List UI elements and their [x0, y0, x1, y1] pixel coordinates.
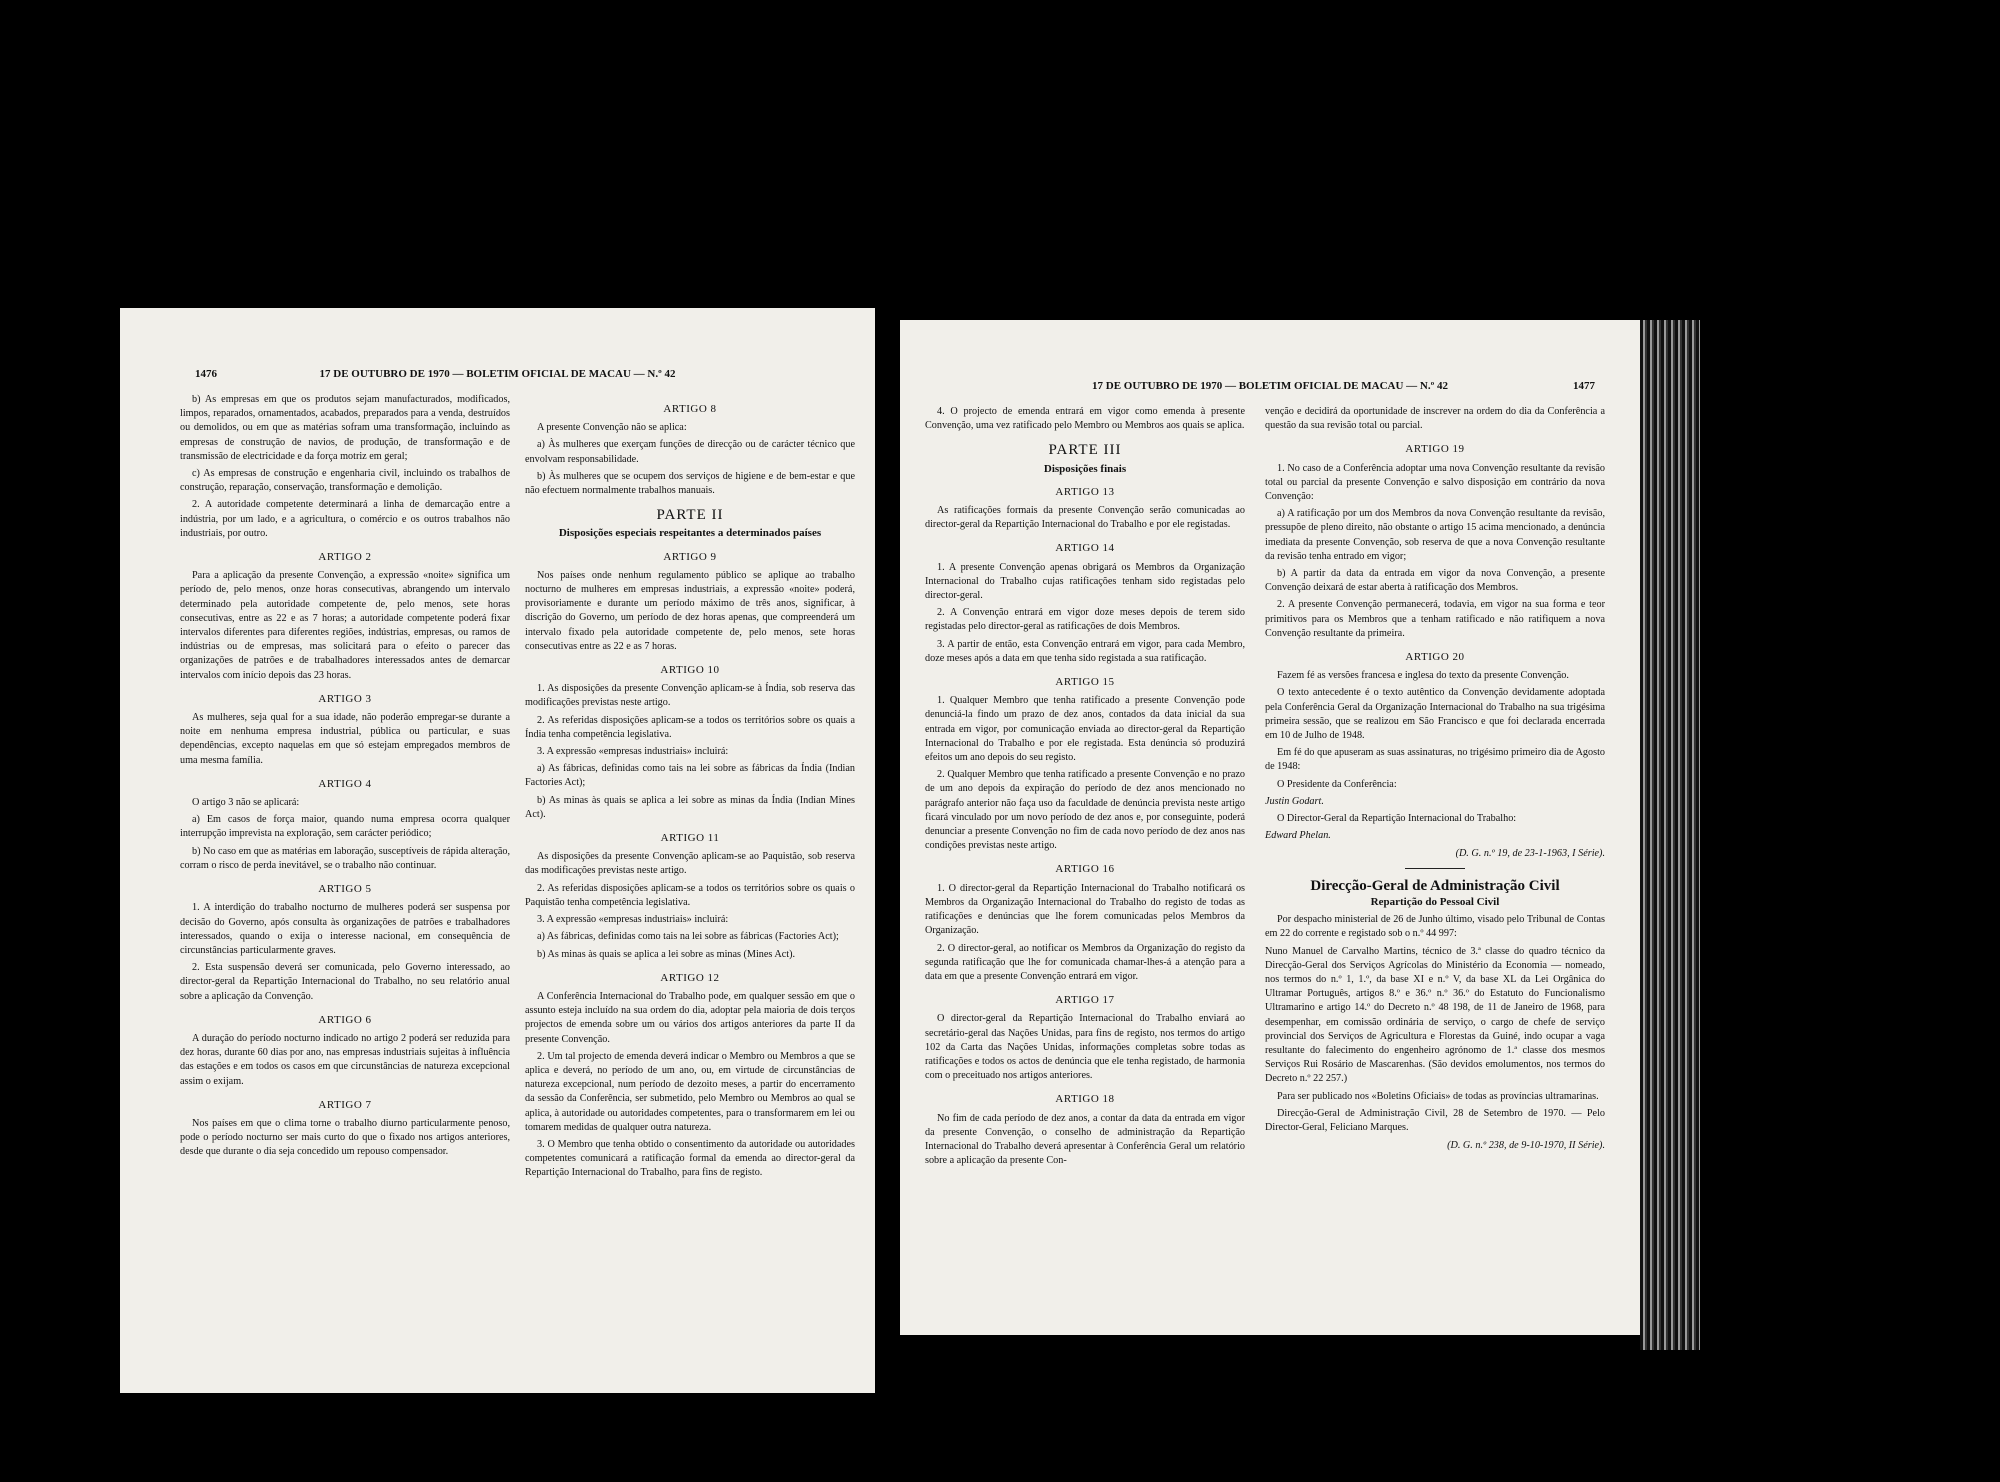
paragraph: a) As fábricas, definidas como tais na lei sobre as fábricas (Factories Act); — [537, 931, 839, 943]
section-subheading: Disposições especiais respeitantes a determinados países — [558, 527, 822, 540]
signature: Edward Phelan. — [1265, 830, 1331, 842]
article-heading: ARTIGO 3 — [318, 692, 372, 705]
paragraph: As disposições da presente Convenção aplicam-se ao Paquistão, sob reserva das modificações previstas neste artigo. — [525, 851, 855, 877]
article-heading: ARTIGO 7 — [318, 1098, 372, 1111]
running-head-title: 17 DE OUTUBRO DE 1970 — BOLETIM OFICIAL DE MACAU — N.º 42 — [1092, 380, 1448, 392]
left-column-1 — [180, 393, 510, 1163]
article-heading: ARTIGO 15 — [1055, 676, 1115, 689]
article-heading: ARTIGO 16 — [1055, 863, 1115, 876]
signature: Justin Godart. — [1265, 795, 1324, 807]
running-head — [120, 368, 875, 388]
paragraph: Nos países em que o clima torne o trabalho diurno particularmente penoso, pode o período nocturno ser mais curto do que o fixado nos artigos anteriores, desde que durante o dia seja concedido um repouso compensador. — [180, 1117, 510, 1158]
paragraph: b) As minas às quais se aplica a lei sobre as minas (Mines Act). — [537, 948, 796, 960]
paragraph: 1. A presente Convenção apenas obrigará os Membros da Organização Internacional do Trabalho cujas ratificações tenham sido registadas pelo director-geral. — [925, 561, 1245, 602]
paragraph: A presente Convenção não se aplica: — [537, 422, 687, 434]
running-head-title: 17 DE OUTUBRO DE 1970 — BOLETIM OFICIAL DE MACAU — N.º 42 — [319, 368, 676, 380]
paragraph: 1. O director-geral da Repartição Internacional do Trabalho notificará os Membros da Organização Internacional do Trabalho do registo de todas as ratificações e denúncias que lhe forem comunicadas pelos Membros da Organização. — [925, 882, 1245, 937]
paragraph: As ratificações formais da presente Convenção serão comunicadas ao director-geral da Repartição Internacional do Trabalho e por ele registadas. — [925, 505, 1245, 531]
paragraph: 2. A presente Convenção permanecerá, todavia, em vigor na sua forma e teor primitivos para os Membros que a tenham ratificado e não ratifiquem a nova Convenção resultante da primeira. — [1265, 599, 1605, 639]
paragraph: Direcção-Geral de Administração Civil, 28 de Setembro de 1970. — Pelo Director-Geral, Feliciano Marques. — [1265, 1107, 1605, 1133]
left-page — [120, 308, 875, 1393]
right-column-1 — [925, 405, 1245, 1171]
article-heading: ARTIGO 19 — [1405, 443, 1465, 456]
right-column-2 — [1265, 405, 1605, 1159]
paragraph: 3. O Membro que tenha obtido o consentimento da autoridade ou autoridades competentes comunicará a ratificação formal da emenda ao director-geral da Repartição Internacional do Trabalho, para fins de registo. — [525, 1138, 855, 1179]
paragraph: 2. As referidas disposições aplicam-se a todos os territórios sobre os quais o Paquistão tenha competência legislativa. — [525, 882, 855, 908]
paragraph: b) No caso em que as matérias em laboração, susceptíveis de rápida alteração, corram o risco de perda inevitável, se o trabalho não continuar. — [180, 845, 510, 871]
paragraph: Nuno Manuel de Carvalho Martins, técnico de 3.ª classe do quadro técnico da Direcção-Geral dos Serviços Agrícolas do Ministério da Economia — nomeado, nos termos do n.º 1, 1.º, da base XI e n.º V, da base XL da Lei Orgânica do Ultramar Português, artigos 8.º e 36.º n.º 36.º do Estatuto do Funcionalismo Ultramarino e artigo 14.º do Decreto n.º 48 198, de 11 de Janeiro de 1968, para desempenhar, em comissão ordinária de serviço, o cargo de chefe de serviço provincial dos Serviços de Agricultura e Florestas da Guiné, indo ocupar a vaga resultante do falecimento do engenheiro agrónomo de 1.ª classe dos mesmos Serviços Rui Rosário de Mascarenhas. (São devidos emolumentos, nos termos do Decreto n.º 22 257.) — [1265, 945, 1605, 1085]
paragraph: a) Em casos de força maior, quando numa empresa ocorra qualquer interrupção imprevista na exploração, sem carácter periódico; — [180, 814, 510, 840]
part-heading: PARTE III — [1048, 442, 1122, 459]
paragraph: 2. O director-geral, ao notificar os Membros da Organização do registo da segunda ratificação que lhe for comunicada chamar-lhes-á a atenção para a data em que a presente Convenção entrará em vigor. — [925, 942, 1245, 982]
article-heading: ARTIGO 10 — [660, 664, 720, 677]
paragraph: O texto antecedente é o texto autêntico da Convenção devidamente adoptada pela Conferência Geral da Organização Internacional do Trabalho na sua trigésima primeira sessão, que se realizou em São Francisco e que foi declarada encerrada em 10 de Julho de 1948. — [1265, 687, 1605, 742]
paragraph: a) A ratificação por um dos Membros da nova Convenção resultante da revisão, pressupõe de pleno direito, não obstante o artigo 15 acima mencionado, a denúncia imediata da presente Convenção, sob reserva de que a nova Convenção resultante da revisão tenha entrado em vigor; — [1265, 508, 1605, 562]
paragraph: 2. Qualquer Membro que tenha ratificado a presente Convenção e no prazo de um ano depois da expiração do período de dez anos mencionado no parágrafo anterior não faça uso da faculdade de denúncia prevista neste artigo ficará vinculado por um novo período de dez anos e, por conseguinte, poderá denunciar a presente Convenção no fim de cada novo período de dez anos nas condições previstas neste artigo. — [925, 769, 1245, 852]
article-heading: ARTIGO 8 — [663, 403, 717, 415]
divider — [1405, 868, 1465, 869]
paragraph: 3. A expressão «empresas industriais» incluirá: — [537, 746, 729, 758]
paragraph: 1. A interdição do trabalho nocturno de mulheres poderá ser suspensa por decisão do Governo, após consulta às organizações de patrões e trabalhadores interessados, quando o exija o interesse nacional, em consequência de circunstâncias particularmente graves. — [180, 902, 510, 956]
paragraph: Para a aplicação da presente Convenção, a expressão «noite» significa um período de, pelo menos, onze horas consecutivas, abrangendo um intervalo determinado pela autoridade competente de, pelo menos, sete horas consecutivas, entre as 22 e as 7 horas; a autoridade competente poderá fixar intervalos diferentes para diferentes regiões, indústrias, empresas, ou ramos de indústrias ou de empresas, mas solicitará para o efeito o parecer das organizações de patrões e de trabalhadores interessados antes de demarcar intervalos com início depois das 23 horas. — [180, 570, 510, 681]
article-heading: ARTIGO 17 — [1055, 994, 1115, 1007]
paragraph: venção e decidirá da oportunidade de inscrever na ordem do dia da Conferência a questão da sua revisão total ou parcial. — [1265, 406, 1605, 432]
page-number: 1477 — [1573, 380, 1595, 392]
article-heading: ARTIGO 11 — [660, 832, 720, 845]
paragraph: b) As empresas em que os produtos sejam manufacturados, modificados, limpos, reparados, ornamentados, acabados, preparados para a venda, destruídos ou demolidos, ou em que as matérias sofram uma transformação, incluindo as empresas de construção de navios, de produção, de transformação e de transmissão de electricidade e da força motriz em geral; — [180, 394, 510, 462]
article-heading: ARTIGO 13 — [1055, 485, 1115, 498]
paragraph: A Conferência Internacional do Trabalho pode, em qualquer sessão em que o assunto esteja incluído na sua ordem do dia, adoptar pela maioria de dois terços projectos de emenda sobre um ou vários dos artigos anteriores da parte II da presente Convenção. — [525, 990, 855, 1045]
right-page — [900, 320, 1640, 1335]
paragraph: b) As minas às quais se aplica a lei sobre as minas da Índia (Indian Mines Act). — [525, 794, 855, 820]
paragraph: As mulheres, seja qual for a sua idade, não poderão empregar-se durante a noite em nenhuma empresa industrial, pública ou particular, e suas dependências, excepto naquelas em que só estejam empregados membros de uma mesma família. — [180, 712, 510, 766]
paragraph: b) A partir da data da entrada em vigor da nova Convenção, a presente Convenção deixará de estar aberta à ratificação dos Membros. — [1265, 568, 1605, 594]
left-column-2 — [525, 393, 855, 1184]
paragraph: Para ser publicado nos «Boletins Oficiais» de todas as províncias ultramarinas. — [1277, 1090, 1599, 1102]
article-heading: ARTIGO 4 — [318, 777, 372, 790]
paragraph: A duração do período nocturno indicado no artigo 2 poderá ser reduzida para dez horas, durante 60 dias por ano, nas empresas industriais sujeitas à influência das estações e em todos os casos em que circunstâncias de natureza excepcional assim o exijam. — [180, 1032, 510, 1087]
article-heading: ARTIGO 14 — [1055, 542, 1115, 555]
paragraph: Por despacho ministerial de 26 de Junho último, visado pelo Tribunal de Contas em 22 do corrente e registado sob o n.º 44 997: — [1265, 914, 1605, 940]
paragraph: 3. A expressão «empresas industriais» incluirá: — [537, 914, 729, 926]
paragraph: O artigo 3 não se aplicará: — [192, 797, 300, 809]
paragraph: O director-geral da Repartição Internacional do Trabalho enviará ao secretário-geral das Nações Unidas, para fins de registo, nos termos do artigo 102 da Carta das Nações Unidas, informações completas sobre todas as ratificações e todos os actos de denúncia que ele tenha registado, de harmonia com o preceituado nos artigos anteriores. — [925, 1013, 1245, 1082]
page-number: 1476 — [195, 368, 217, 380]
book-gutter — [872, 300, 902, 1410]
paragraph: a) As fábricas, definidas como tais na lei sobre as fábricas da Índia (Indian Factories Act); — [525, 763, 855, 789]
section-subheading: Repartição do Pessoal Civil — [1370, 895, 1500, 908]
paragraph: 1. No caso de a Conferência adoptar uma nova Convenção resultante da revisão total ou parcial da presente Convenção e salvo disposição em contrário da nova Convenção: — [1265, 462, 1605, 503]
article-heading: ARTIGO 6 — [318, 1013, 372, 1026]
paragraph: Em fé do que apuseram as suas assinaturas, no trigésimo primeiro dia de Agosto de 1948: — [1265, 747, 1605, 773]
article-heading: ARTIGO 12 — [660, 971, 720, 984]
paragraph: 3. A partir de então, esta Convenção entrará em vigor, para cada Membro, doze meses após a data em que tenha sido registada a sua ratificação. — [925, 638, 1245, 664]
paragraph: Fazem fé as versões francesa e inglesa do texto da presente Convenção. — [1277, 670, 1569, 682]
paragraph: b) Às mulheres que se ocupem dos serviços de higiene e de bem-estar e que não efectuem normalmente trabalhos manuais. — [525, 470, 855, 497]
paragraph: 2. Um tal projecto de emenda deverá indicar o Membro ou Membros a que se aplica e deverá, no período de um ano, ou, em virtude de circunstâncias de natureza excepcional, num período de dezoito meses, a partir do encerramento da sessão da Conferência, ser submetido, pelo Membro ou Membros ao qual se aplica, à autoridade ou autoridades competentes, para o transformarem em lei ou tomarem medidas de qualquer outra natureza. — [525, 1050, 855, 1133]
paragraph: c) As empresas de construção e engenharia civil, incluindo os trabalhos de construção, reparação, conservação, transformação e demolição. — [180, 468, 510, 494]
paragraph: Nos países onde nenhum regulamento público se aplique ao trabalho nocturno de mulheres em empresas industriais, a expressão «noite» poderá, provisoriamente e durante um período máximo de três anos, significar, à discrição do Governo, um período de dez horas apenas, que compreenderá um intervalo fixado pela autoridade competente de, pelo menos, sete horas consecutivas entre as 22 e as 7 horas. — [525, 569, 855, 652]
article-heading: ARTIGO 2 — [318, 551, 372, 564]
department-heading: Direcção-Geral de Administração Civil — [1310, 877, 1560, 894]
running-head — [900, 380, 1640, 400]
part-heading: PARTE II — [656, 507, 724, 524]
section-subheading: Disposições finais — [1043, 462, 1127, 475]
paragraph: 1. As disposições da presente Convenção aplicam-se à Índia, sob reserva das modificações previstas neste artigo. — [525, 683, 855, 709]
article-heading: ARTIGO 9 — [663, 550, 717, 563]
publication-reference: (D. G. n.º 238, de 9-10-1970, II Série). — [1447, 1140, 1605, 1152]
article-heading: ARTIGO 5 — [318, 883, 372, 896]
page-stack-edge — [1640, 320, 1700, 1350]
publication-reference: (D. G. n.º 19, de 23-1-1963, I Série). — [1455, 848, 1605, 860]
article-heading: ARTIGO 18 — [1055, 1093, 1115, 1106]
paragraph: No fim de cada período de dez anos, a contar da data da entrada em vigor da presente Convenção, o conselho de administração da Repartição Internacional do Trabalho deverá apresentar à Conferência Geral um relatório sobre a aplicação da presente Con- — [925, 1112, 1245, 1167]
paragraph: 2. A Convenção entrará em vigor doze meses depois de terem sido registadas pelo director-geral as ratificações de dois Membros. — [925, 607, 1245, 633]
paragraph: 2. As referidas disposições aplicam-se a todos os territórios sobre os quais a Índia tenha competência legislativa. — [525, 714, 855, 740]
article-heading: ARTIGO 20 — [1405, 651, 1465, 664]
paragraph: O Director-Geral da Repartição Internacional do Trabalho: — [1277, 813, 1517, 825]
paragraph: 4. O projecto de emenda entrará em vigor como emenda à presente Convenção, uma vez ratificado pelo Membro ou Membros aos quais se aplica. — [925, 406, 1245, 432]
paragraph: a) Às mulheres que exerçam funções de direcção ou de carácter técnico que envolvam responsabilidade. — [525, 439, 855, 465]
paragraph: 1. Qualquer Membro que tenha ratificado a presente Convenção pode denunciá-la findo um prazo de dez anos, contados da data inicial da sua entrada em vigor, por comunicação enviada ao director-geral da Repartição Internacional do Trabalho e por ele registada. Esta denúncia só produzirá efeitos um ano depois do seu registo. — [925, 695, 1245, 764]
paragraph: O Presidente da Conferência: — [1277, 778, 1397, 790]
paragraph: 2. A autoridade competente determinará a linha de demarcação entre a indústria, por um lado, e a agricultura, o comércio e os outros trabalhos não industriais, por outro. — [180, 499, 510, 539]
paragraph: 2. Esta suspensão deverá ser comunicada, pelo Governo interessado, ao director-geral da Repartição Internacional do Trabalho, no seu relatório anual sobre a aplicação da Convenção. — [180, 962, 510, 1002]
